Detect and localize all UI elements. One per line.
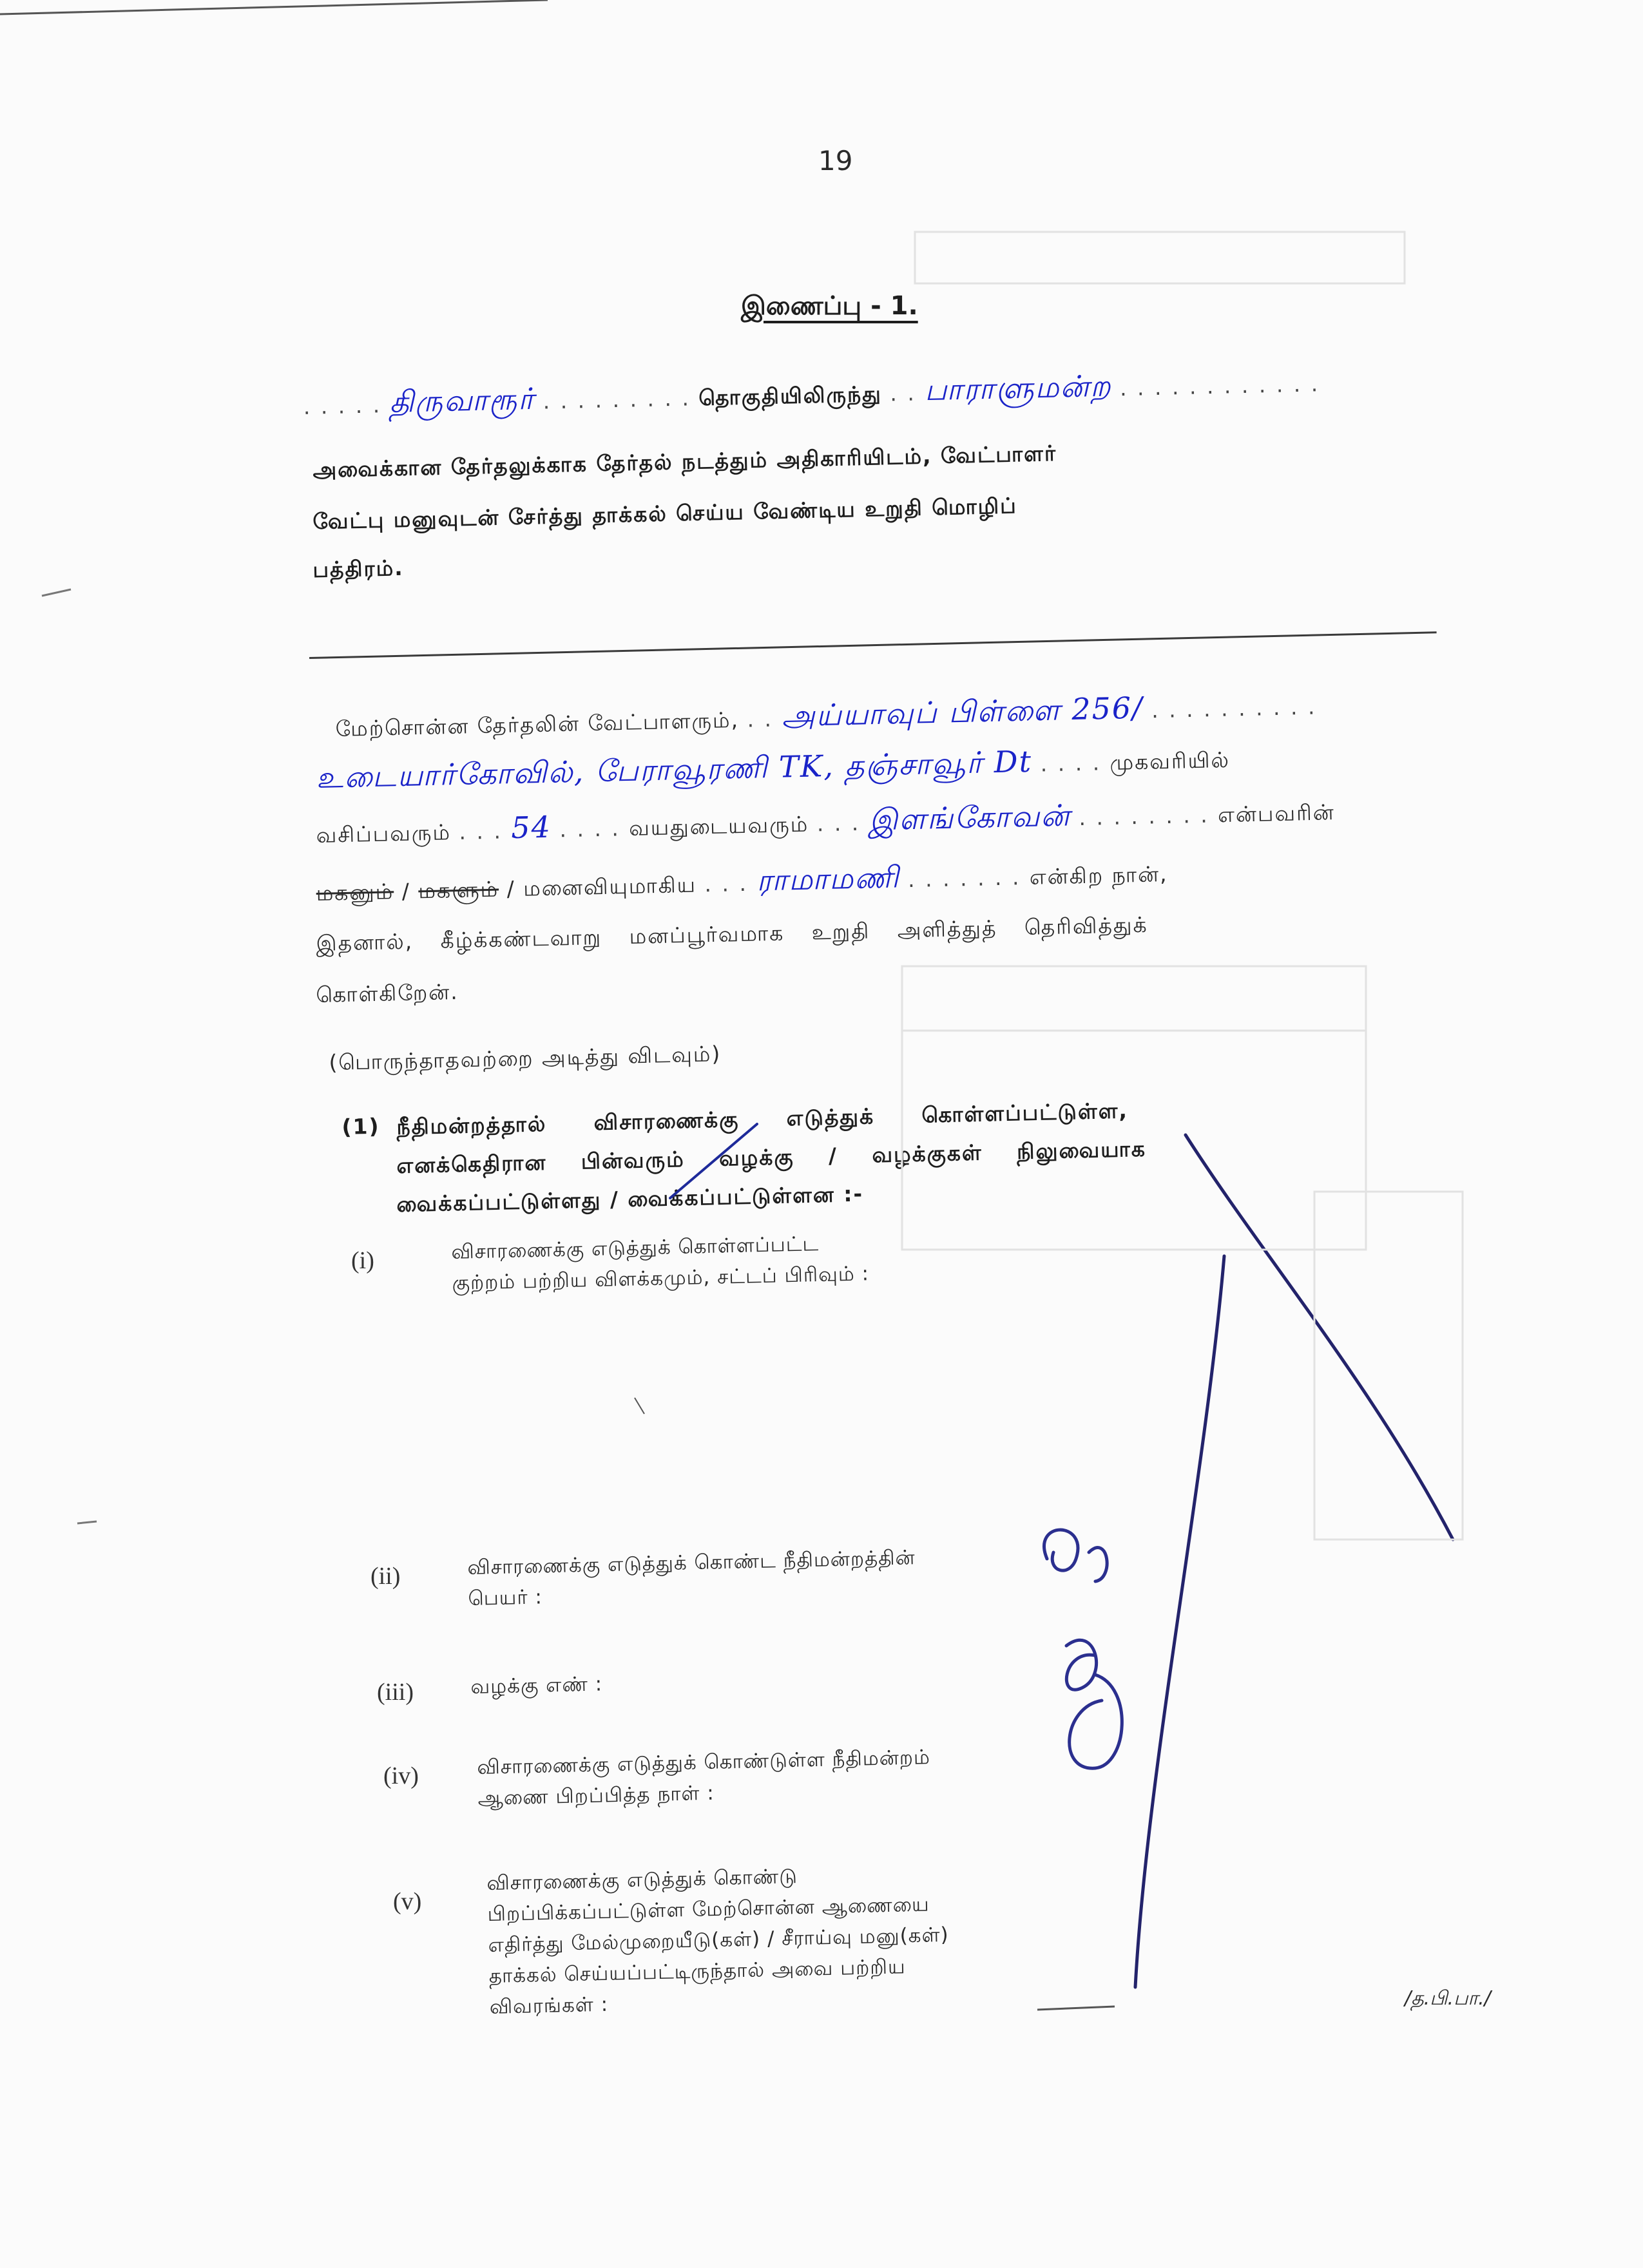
bleed-through	[902, 232, 1463, 1539]
handwritten-age: 54	[510, 809, 552, 846]
intro-line-2: வேட்பு மனுவுடன் சேர்த்து தாக்கல் செய்ய வேண்டிய உறுதி மொழிப்	[312, 493, 1018, 534]
margin-tick-2	[77, 1521, 97, 1523]
scan-edge-line	[0, 0, 548, 14]
handwritten-constituency: திருவாரூர்	[389, 381, 535, 419]
sub-item-5-text: விசாரணைக்கு எடுத்துக் கொண்டு பிறப்பிக்கப்பட்டுள்ள மேற்சொன்ன ஆணையை எதிர்த்து மேல்முறையீடு(கள்) / சீராய்வு மனு(கள்) தாக்கல் செய்யப்பட்டிருந்தால் அவை பற்றிய விவரங்கள் :	[486, 1865, 949, 2019]
declaration-line-4: மகனும் / மகளும் / மனைவியுமாகிய . . . ராமாமணி . . . . . . . என்கிற நான்,	[316, 859, 1168, 906]
item1-line-3: வைக்கப்பட்டுள்ளது / வைக்கப்பட்டுள்ளன :-	[396, 1181, 864, 1217]
affirm-end: கொள்கிறேன்.	[316, 978, 459, 1007]
age-suffix: வயதுடையவரும்	[628, 811, 809, 841]
form-title: இணைப்பு - 1.	[741, 291, 918, 321]
address-suffix: முகவரியில்	[1110, 747, 1231, 776]
handwritten-address-1: அய்யாவுப் பிள்ளை 256/	[781, 690, 1144, 734]
page-number: 19	[818, 145, 853, 176]
sub-item-1-text: விசாரணைக்கு எடுத்துக் கொள்ளப்பட்ட குற்றம் பற்றிய விளக்கமும், சட்டப் பிரிவும் :	[451, 1232, 870, 1295]
strike-note: (பொருந்தாதவற்றை அடித்து விடவும்)	[329, 1041, 722, 1075]
margin-tick	[42, 589, 71, 596]
sub-item-5-number: (v)	[393, 1888, 422, 1915]
handwritten-address-2: உடையார்கோவில், பேராவூரணி TK, தஞ்சாவூர் Dt	[316, 743, 1033, 795]
relation-wife: மனைவியுமாகிய	[523, 872, 697, 901]
residence-prefix: வசிப்பவரும்	[316, 819, 452, 848]
name-suffix: என்பவரின்	[1217, 799, 1336, 828]
handwritten-own-name: ராமாமணி	[756, 859, 901, 898]
continued-marker: /த.பி.பா./	[1405, 1987, 1491, 2010]
sub-item-3-number: (iii)	[377, 1679, 414, 1706]
declaration-line-3: வசிப்பவரும் . . . 54 . . . . வயதுடையவரும் . . . இளங்கோவன் . . . . . . . . என்பவரின்	[316, 797, 1336, 848]
relation-separator-1: /	[401, 878, 411, 904]
intro-line-3: பத்திரம்.	[312, 555, 405, 582]
stray-mark	[635, 1398, 644, 1414]
own-suffix: என்கிற நான்,	[1029, 861, 1168, 890]
relation-separator-2: /	[506, 875, 516, 902]
constituency-line: . . . . . திருவாரூர் . . . . . . . . . தொகுதியிலிருந்து . . பாராளுமன்ற . . . . . . . . . . . .	[303, 368, 1320, 419]
handwritten-council: பாராளுமன்ற	[924, 368, 1112, 408]
tick-mark	[670, 1124, 757, 1198]
relation-son: மகனும்	[316, 879, 394, 906]
signature-mark	[1044, 1530, 1122, 1768]
relation-daughter: மகளும்	[418, 876, 499, 904]
affirm-line: இதனால், கீழ்க்கண்டவாறு மனப்பூர்வமாக உறுதி அளித்துத் தெரிவித்துக்	[316, 911, 1149, 956]
sub-item-2-number: (ii)	[370, 1563, 401, 1590]
item1-line-2: எனக்கெதிரான பின்வரும் வழக்கு / வழக்குகள் நிலுவையாக	[396, 1136, 1147, 1178]
sub-item-4-number: (iv)	[383, 1762, 419, 1789]
declaration-line-2: உடையார்கோவில், பேராவூரணி TK, தஞ்சாவூர் Dt . . . . முகவரியில்	[316, 743, 1231, 795]
strike-through-line	[1135, 1135, 1453, 1987]
item1-line-1: நீதிமன்றத்தால் விசாரணைக்கு எடுத்துக் கொள்ளப்பட்டுள்ள,	[396, 1098, 1129, 1139]
declaration-line-1: மேற்சொன்ன தேர்தலின் வேட்பாளரும், . . அய்யாவுப் பிள்ளை 256/ . . . . . . . . . .	[335, 690, 1317, 741]
sub-item-2-text: விசாரணைக்கு எடுத்துக் கொண்ட நீதிமன்றத்தின் பெயர் :	[467, 1546, 916, 1610]
handwritten-name: இளங்கோவன்	[868, 797, 1071, 837]
sub-item-1-number: (i)	[351, 1247, 374, 1274]
intro-line-1: அவைக்கான தேர்தலுக்காக தேர்தல் நடத்தும் அதிகாரியிடம், வேட்பாளர்	[312, 440, 1057, 482]
candidate-prefix: மேற்சொன்ன தேர்தலின் வேட்பாளரும்,	[335, 707, 740, 741]
scan-line-bottom	[1037, 2006, 1115, 2010]
constituency-label: தொகுதியிலிருந்து	[698, 381, 883, 411]
item1-number: (1)	[341, 1113, 381, 1139]
sub-item-4-text: விசாரணைக்கு எடுத்துக் கொண்டுள்ள நீதிமன்றம் ஆணை பிறப்பித்த நாள் :	[477, 1746, 931, 1810]
sub-item-3-text: வழக்கு எண் :	[470, 1672, 603, 1699]
